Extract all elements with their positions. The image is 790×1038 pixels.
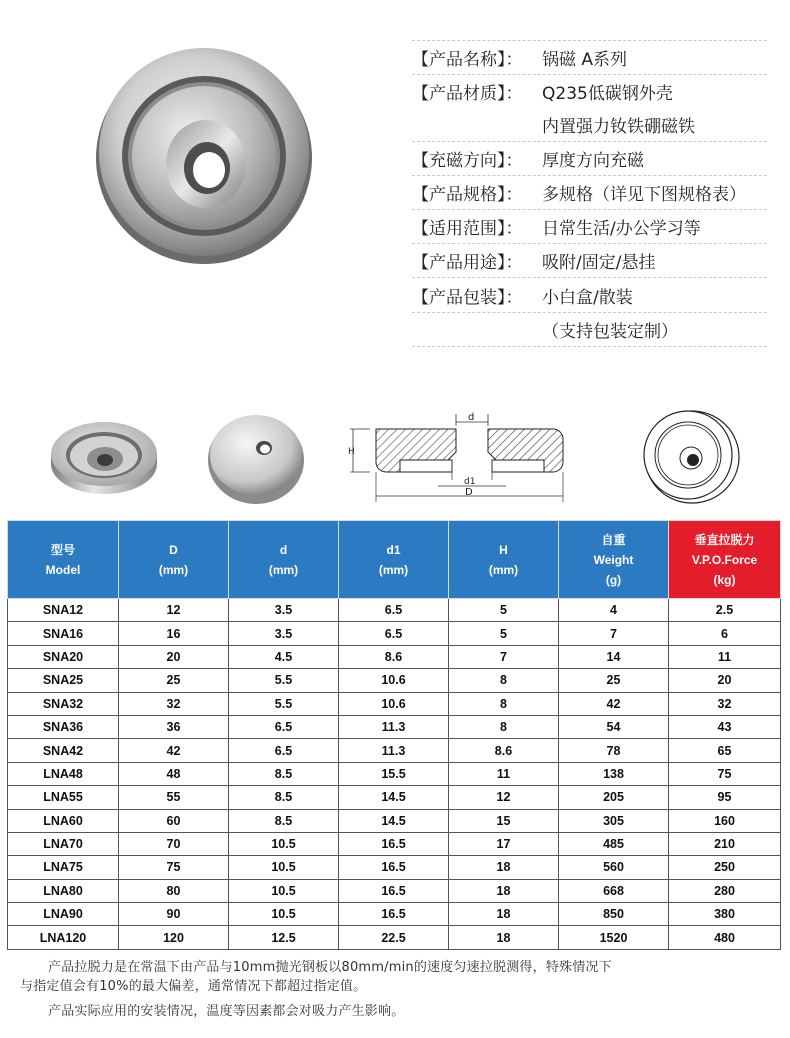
spec-value-2: （支持包装定制） — [542, 322, 678, 342]
table-cell: LNA55 — [8, 786, 119, 809]
spec-row-magnetization — [412, 142, 767, 175]
table-cell: 8.5 — [229, 809, 339, 832]
spec-key: 【适用范围】： — [412, 219, 523, 239]
table-cell: 25 — [119, 669, 229, 692]
table-cell: 22.5 — [339, 926, 449, 949]
table-cell: 48 — [119, 762, 229, 785]
table-cell: 6.5 — [229, 739, 339, 762]
table-cell: 32 — [669, 692, 781, 715]
table-cell: 560 — [559, 856, 669, 879]
spec-value: 小白盒/散装 — [542, 287, 633, 308]
table-row — [8, 926, 781, 949]
magnet-photo-top — [95, 38, 313, 266]
table-row — [8, 739, 781, 762]
table-cell: 850 — [559, 903, 669, 926]
table-cell: 160 — [669, 809, 781, 832]
table-cell: 480 — [669, 926, 781, 949]
table-row — [8, 809, 781, 832]
spec-row-name — [412, 41, 767, 74]
spec-value: Q235低碳钢外壳 — [542, 84, 673, 104]
table-cell: 305 — [559, 809, 669, 832]
table-cell: 280 — [669, 879, 781, 902]
table-cell: 80 — [119, 879, 229, 902]
table-cell: 14 — [559, 645, 669, 668]
header-d1: d1 (mm) — [339, 521, 449, 599]
notes — [22, 958, 782, 1021]
magnet-line-drawing — [640, 405, 740, 505]
spec-key: 【产品名称】： — [412, 50, 523, 70]
table-cell: 120 — [119, 926, 229, 949]
label-d: d — [468, 412, 475, 423]
table-cell: LNA90 — [8, 903, 119, 926]
label-H: H — [348, 447, 355, 457]
spec-row-scope — [412, 210, 767, 243]
table-cell: 55 — [119, 786, 229, 809]
table-cell: SNA20 — [8, 645, 119, 668]
header-D: D (mm) — [119, 521, 229, 599]
table-cell: 6.5 — [229, 715, 339, 738]
table-cell: LNA48 — [8, 762, 119, 785]
table-cell: 18 — [449, 903, 559, 926]
table-cell: 210 — [669, 832, 781, 855]
table-cell: SNA25 — [8, 669, 119, 692]
table-row — [8, 622, 781, 645]
table-cell: 8.5 — [229, 762, 339, 785]
table-cell: 3.5 — [229, 622, 339, 645]
table-cell: 20 — [119, 645, 229, 668]
table-cell: SNA16 — [8, 622, 119, 645]
table-row — [8, 879, 781, 902]
table-row — [8, 715, 781, 738]
table-cell: 8.5 — [229, 786, 339, 809]
table-cell: 6 — [669, 622, 781, 645]
table-cell: 18 — [449, 879, 559, 902]
header-d: d (mm) — [229, 521, 339, 599]
table-cell: 8 — [449, 715, 559, 738]
header-H: H (mm) — [449, 521, 559, 599]
table-cell: 32 — [119, 692, 229, 715]
table-cell: 138 — [559, 762, 669, 785]
table-cell: 16.5 — [339, 879, 449, 902]
divider — [412, 346, 767, 347]
table-cell: 6.5 — [339, 599, 449, 622]
table-cell: 16.5 — [339, 856, 449, 879]
table-cell: 12 — [119, 599, 229, 622]
table-cell: 8.6 — [339, 645, 449, 668]
table-cell: SNA42 — [8, 739, 119, 762]
table-cell: 16.5 — [339, 832, 449, 855]
magnet-photo-back — [206, 410, 306, 505]
table-cell: 10.6 — [339, 692, 449, 715]
table-cell: 17 — [449, 832, 559, 855]
table-cell: LNA75 — [8, 856, 119, 879]
table-cell: 18 — [449, 856, 559, 879]
label-d1: d1 — [464, 477, 476, 487]
table-cell: SNA36 — [8, 715, 119, 738]
spec-value: 厚度方向充磁 — [542, 151, 644, 171]
spec-row-packaging — [412, 278, 767, 312]
table-cell: 16 — [119, 622, 229, 645]
note-line-1b: 与指定值会有10%的最大偏差，通常情况下都超过指定值。 — [20, 979, 367, 994]
table-cell: LNA60 — [8, 809, 119, 832]
table-row — [8, 903, 781, 926]
table-cell: 10.5 — [229, 856, 339, 879]
spec-value: 吸附/固定/悬挂 — [542, 253, 656, 273]
table-cell: 54 — [559, 715, 669, 738]
table-cell: 5.5 — [229, 692, 339, 715]
table-cell: SNA32 — [8, 692, 119, 715]
table-cell: 36 — [119, 715, 229, 738]
table-cell: 485 — [559, 832, 669, 855]
table-cell: 14.5 — [339, 786, 449, 809]
table-cell: 95 — [669, 786, 781, 809]
table-row — [8, 786, 781, 809]
header-model: 型号 Model — [8, 521, 119, 599]
spec-row-usage — [412, 244, 767, 277]
table-cell: 42 — [119, 739, 229, 762]
table-cell: 20 — [669, 669, 781, 692]
table-cell: 205 — [559, 786, 669, 809]
table-cell: 12 — [449, 786, 559, 809]
table-cell: 11 — [669, 645, 781, 668]
table-cell: 1520 — [559, 926, 669, 949]
table-cell: 10.5 — [229, 903, 339, 926]
table-row — [8, 669, 781, 692]
spec-table — [7, 520, 781, 950]
table-cell: 4 — [559, 599, 669, 622]
table-cell: LNA80 — [8, 879, 119, 902]
table-row — [8, 762, 781, 785]
spec-key: 【产品规格】： — [412, 185, 523, 205]
table-cell: 5 — [449, 622, 559, 645]
spec-list — [412, 40, 767, 347]
table-cell: 75 — [669, 762, 781, 785]
table-cell: 6.5 — [339, 622, 449, 645]
table-cell: 8 — [449, 692, 559, 715]
spec-key: 【产品材质】： — [412, 84, 523, 104]
spec-value: 多规格（详见下图规格表） — [542, 185, 746, 205]
table-cell: 14.5 — [339, 809, 449, 832]
spec-value: 锅磁 A系列 — [542, 50, 628, 70]
table-cell: LNA120 — [8, 926, 119, 949]
table-cell: 60 — [119, 809, 229, 832]
table-cell: 75 — [119, 856, 229, 879]
spec-key: 【充磁方向】： — [412, 151, 523, 171]
table-cell: 15 — [449, 809, 559, 832]
spec-row-spec — [412, 176, 767, 209]
table-cell: 3.5 — [229, 599, 339, 622]
header-force: 垂直拉脱力 V.P.O.Force (kg) — [669, 521, 781, 599]
table-cell: 8 — [449, 669, 559, 692]
table-cell: 65 — [669, 739, 781, 762]
spec-key: 【产品包装】： — [412, 287, 523, 308]
table-header-row — [8, 521, 781, 599]
table-cell: 10.6 — [339, 669, 449, 692]
table-cell: 43 — [669, 715, 781, 738]
table-cell: 10.5 — [229, 879, 339, 902]
table-cell: 7 — [449, 645, 559, 668]
note-line-1: 产品拉脱力是在常温下由产品与10mm抛光钢板以80mm/min的速度匀速拉脱测得，特殊情况下 — [48, 960, 612, 975]
table-cell: 70 — [119, 832, 229, 855]
table-cell: 11 — [449, 762, 559, 785]
table-cell: 250 — [669, 856, 781, 879]
table-cell: 16.5 — [339, 903, 449, 926]
table-row — [8, 856, 781, 879]
table-cell: SNA12 — [8, 599, 119, 622]
header-weight: 自重 Weight (g) — [559, 521, 669, 599]
table-cell: 11.3 — [339, 739, 449, 762]
spec-row-material-2 — [412, 108, 767, 141]
table-cell: 7 — [559, 622, 669, 645]
table-cell: LNA70 — [8, 832, 119, 855]
spec-row-packaging-2 — [412, 313, 767, 346]
table-cell: 90 — [119, 903, 229, 926]
table-cell: 18 — [449, 926, 559, 949]
table-cell: 5 — [449, 599, 559, 622]
table-row — [8, 832, 781, 855]
table-row — [8, 599, 781, 622]
dimension-drawing — [348, 410, 568, 505]
table-cell: 668 — [559, 879, 669, 902]
table-cell: 15.5 — [339, 762, 449, 785]
spec-value-2: 内置强力钕铁硼磁铁 — [542, 117, 695, 137]
table-cell: 42 — [559, 692, 669, 715]
magnet-photo-angled — [47, 410, 162, 498]
table-cell: 5.5 — [229, 669, 339, 692]
table-cell: 2.5 — [669, 599, 781, 622]
table-row — [8, 692, 781, 715]
spec-row-material — [412, 75, 767, 108]
table-cell: 10.5 — [229, 832, 339, 855]
table-cell: 11.3 — [339, 715, 449, 738]
spec-key: 【产品用途】： — [412, 253, 523, 273]
label-D: D — [465, 487, 473, 498]
table-cell: 4.5 — [229, 645, 339, 668]
spec-value: 日常生活/办公学习等 — [542, 219, 701, 239]
table-cell: 8.6 — [449, 739, 559, 762]
table-cell: 25 — [559, 669, 669, 692]
table-cell: 12.5 — [229, 926, 339, 949]
table-cell: 380 — [669, 903, 781, 926]
note-line-2: 产品实际应用的安装情况，温度等因素都会对吸力产生影响。 — [48, 1004, 405, 1019]
table-row — [8, 645, 781, 668]
table-cell: 78 — [559, 739, 669, 762]
